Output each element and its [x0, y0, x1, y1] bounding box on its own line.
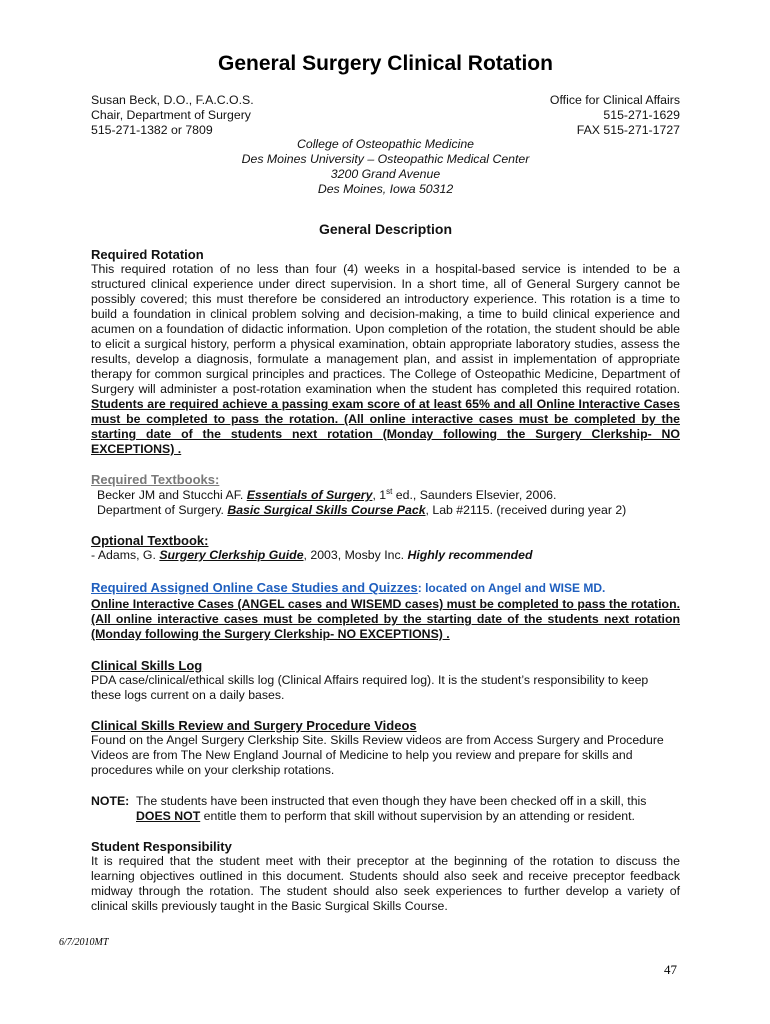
optional-textbook-heading: Optional Textbook:: [91, 533, 209, 548]
student-responsibility-heading: Student Responsibility: [91, 839, 232, 854]
required-rotation-emphasis: Students are required achieve a passing exam score of at least 65% and all Online Interactive Cases must be completed to pass the rotation. (All online interactive cases must be completed by the starting date of the students next rotation (Monday following the Surgery Clerkship- NO EXCEPTIONS) .: [91, 397, 680, 456]
optional-book-publisher: , 2003, Mosby Inc.: [303, 548, 408, 562]
optional-book-title: Surgery Clerkship Guide: [159, 548, 304, 562]
chair-contact: [91, 93, 254, 138]
required-textbooks-section: [91, 472, 680, 518]
optional-book-author: - Adams, G.: [91, 548, 160, 562]
clinical-skills-log-body: PDA case/clinical/ethical skills log (Clinical Affairs required log). It is the student’s responsibility to keep these logs current on a daily bases.: [91, 673, 649, 702]
book1-edition: , 1: [372, 488, 387, 502]
clinical-skills-log-heading: Clinical Skills Log: [91, 658, 203, 673]
online-cases-body: Online Interactive Cases (ANGEL cases and WISEMD cases) must be completed to pass the rotation. (All online interactive cases must be completed by the starting date of the students next rotation (Monday following the Surgery Clerkship- NO EXCEPTIONS) .: [91, 597, 680, 641]
office-name: Office for Clinical Affairs: [549, 93, 680, 107]
textbook-item-2: [91, 503, 680, 518]
required-rotation-body: [91, 262, 680, 457]
clinical-skills-log-section: [91, 658, 680, 703]
book2-details: , Lab #2115. (received during year 2): [425, 503, 627, 517]
online-cases-colon: :: [417, 581, 422, 595]
book2-author: Department of Surgery.: [97, 503, 228, 517]
book1-edition-sup: st: [386, 486, 393, 496]
note-line-2: [136, 809, 680, 824]
textbook-item-1: [91, 488, 680, 503]
online-cases-location: located on Angel and WISE MD.: [421, 581, 606, 595]
college-name: College of Osteopathic Medicine: [296, 137, 475, 151]
general-description-heading: General Description: [318, 221, 453, 237]
optional-textbook-section: [91, 533, 680, 563]
recommendation-note: Highly recommended: [407, 548, 533, 562]
online-cases-section: [91, 580, 680, 642]
note-label: NOTE:: [91, 794, 130, 808]
optional-textbook-item: [91, 548, 680, 563]
city-state: Des Moines, Iowa 50312: [317, 182, 454, 196]
book1-title: Essentials of Surgery: [246, 488, 373, 502]
footer-date: 6/7/2010MT: [59, 937, 109, 948]
note-text: [136, 794, 680, 824]
skills-review-body: Found on the Angel Surgery Clerkship Site. Skills Review videos are from Access Surgery and Procedure Videos are from The New England Journal of Medicine to help you review and prepare for skills and procedures while on your clerkship rotations.: [91, 733, 664, 777]
office-contact: [550, 93, 680, 138]
online-cases-heading-line: [91, 580, 680, 596]
required-rotation-text: This required rotation of no less than four (4) weeks in a hospital-based service is intended to be a structured clinical experience under direct supervision. In a short time, all of General Surgery cannot be possibly covered; this must therefore be considered an introductory experience. This rotation is a time to build a foundation in clinical problem solving and decision-making, a time to build clinical experience and acumen on a foundation of didactic information. Upon completion of the rotation, the student should be able to elicit a surgical history, perform a physical examination, obtain appropriate laboratory studies, assess the results, develop a diagnosis, formulate a management plan, and assist in implementation of appropriate therapy for common surgical principles and practices. The College of Osteopathic Medicine, Department of Surgery will administer a post-rotation examination when the student has completed this required rotation.: [91, 262, 680, 396]
note-line-1: The students have been instructed that even though they have been checked off in a skill, this: [136, 794, 647, 808]
skills-review-heading: Clinical Skills Review and Surgery Procedure Videos: [91, 718, 417, 733]
chair-name: Susan Beck, D.O., F.A.C.O.S.: [91, 93, 254, 107]
chair-phone: 515-271-1382 or 7809: [91, 123, 213, 137]
note-section: [91, 794, 680, 826]
chair-title: Chair, Department of Surgery: [91, 108, 251, 122]
office-phone: 515-271-1629: [603, 108, 680, 122]
college-address: [91, 137, 680, 197]
student-responsibility-section: [91, 839, 680, 914]
required-textbooks-heading: Required Textbooks:: [91, 472, 220, 487]
online-cases-heading: Required Assigned Online Case Studies and Quizzes: [91, 580, 418, 595]
note-line-2-text: entitle them to perform that skill without supervision by an attending or resident.: [200, 809, 635, 823]
required-rotation-section: [91, 247, 680, 457]
book1-publisher: ed., Saunders Elsevier, 2006.: [392, 488, 557, 502]
page-number: 47: [664, 962, 677, 977]
note-emphasis: DOES NOT: [136, 809, 201, 823]
university-name: Des Moines University – Osteopathic Medical Center: [241, 152, 530, 166]
student-responsibility-body: It is required that the student meet with their preceptor at the beginning of the rotation to discuss the learning objectives outlined in this document. Students should also seek and receive preceptor feedback midway through the rotation. The student should also seek experiences to further develop a variety of clinical skills previously taught in the Basic Surgical Skills Course.: [91, 854, 680, 913]
document-title: General Surgery Clinical Rotation: [218, 52, 553, 75]
required-rotation-heading: Required Rotation: [91, 247, 204, 262]
book2-title: Basic Surgical Skills Course Pack: [227, 503, 426, 517]
street-address: 3200 Grand Avenue: [330, 167, 441, 181]
office-fax: FAX 515-271-1727: [576, 123, 680, 137]
book1-authors: Becker JM and Stucchi AF.: [97, 488, 247, 502]
skills-review-section: [91, 718, 680, 778]
